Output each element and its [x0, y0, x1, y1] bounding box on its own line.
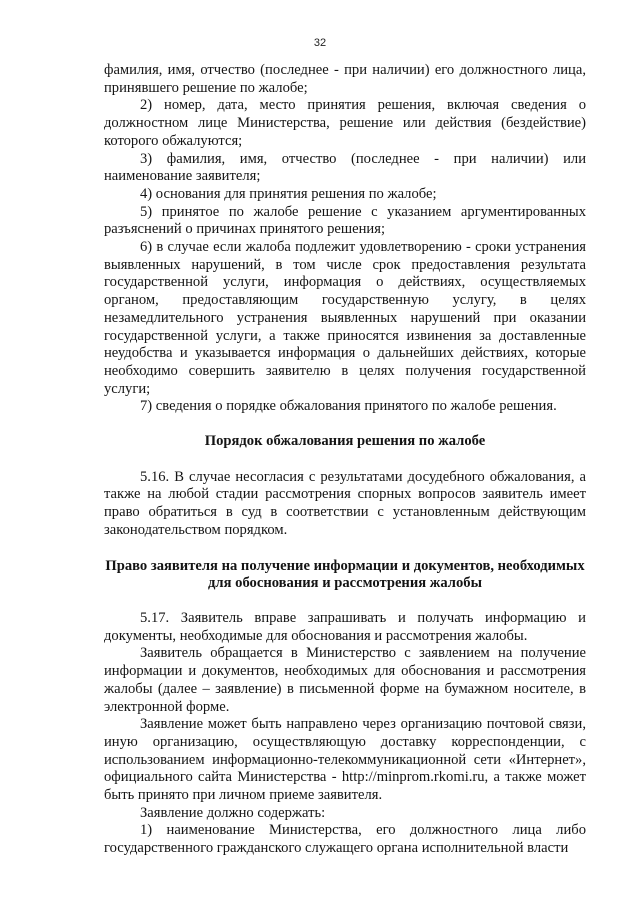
paragraph-must-contain: Заявление должно содержать: — [140, 804, 326, 821]
paragraph-application: Заявитель обращается в Министерство с заявлением на получение информации и документов, необходимых для обоснования и рассмотрения жалобы (далее – заявление) в письменной форме на бумажном носителе, в электронной форме. — [104, 645, 586, 715]
paragraph-5-17: 5.17. Заявитель вправе запрашивать и получать информацию и документы, необходимые для обоснования и рассмотрения жалобы. — [104, 609, 586, 644]
list-item-5: 5) принятое по жалобе решение с указанием аргументированных разъяснений о причинах принятого решения; — [104, 203, 586, 238]
paragraph-5-16: 5.16. В случае несогласия с результатами досудебного обжалования, а также на любой стадии рассмотрения спорных вопросов заявитель имеет право обратиться в суд в соответствии с установленным действующим законодательством порядком. — [104, 468, 586, 538]
list-item-2: 2) номер, дата, место принятия решения, включая сведения о должностном лице Министерства, решение или действия (бездействие) которого обжалуются; — [104, 97, 586, 149]
list-item-7: 7) сведения о порядке обжалования принятого по жалобе решения. — [140, 398, 557, 415]
document-body — [104, 62, 586, 858]
page-number: 32 — [313, 37, 327, 49]
section-heading-right-to-information: Право заявителя на получение информации и документов, необходимых для обоснования и рассмотрения жалобы — [105, 557, 585, 592]
section-heading-appeal-procedure: Порядок обжалования решения по жалобе — [204, 433, 486, 450]
paragraph-continuation: фамилия, имя, отчество (последнее - при наличии) его должностного лица, принявшего решение по жалобе; — [104, 62, 586, 96]
list-item-3: 3) фамилия, имя, отчество (последнее - при наличии) или наименование заявителя; — [104, 150, 586, 185]
list-item-1-bottom: 1) наименование Министерства, его должностного лица либо государственного гражданского служащего органа исполнительной власти — [104, 822, 586, 857]
list-item-4: 4) основания для принятия решения по жалобе; — [140, 185, 437, 202]
paragraph-submission: Заявление может быть направлено через организацию почтовой связи, иную организацию, осуществляющую доставку корреспонденции, с использованием информационно-телекоммуникационной сети «Интернет», официального сайта Министерства - http://minprom.rkomi.ru, а также может быть принято при личном приеме заявителя. — [104, 716, 586, 804]
list-item-6: 6) в случае если жалоба подлежит удовлетворению - сроки устранения выявленных нарушений, в том числе срок предоставления результата государственной услуги, информация о действиях, осуществляемых органом, предоставляющим государственную услугу, в целях незамедлительного устранения выявленных нарушений при оказании государственной услуги, а также приносятся извинения за доставленные неудобства и указывается информация о дальнейших действиях, которые необходимо совершить заявителю в целях получения государственной услуги; — [104, 239, 586, 397]
